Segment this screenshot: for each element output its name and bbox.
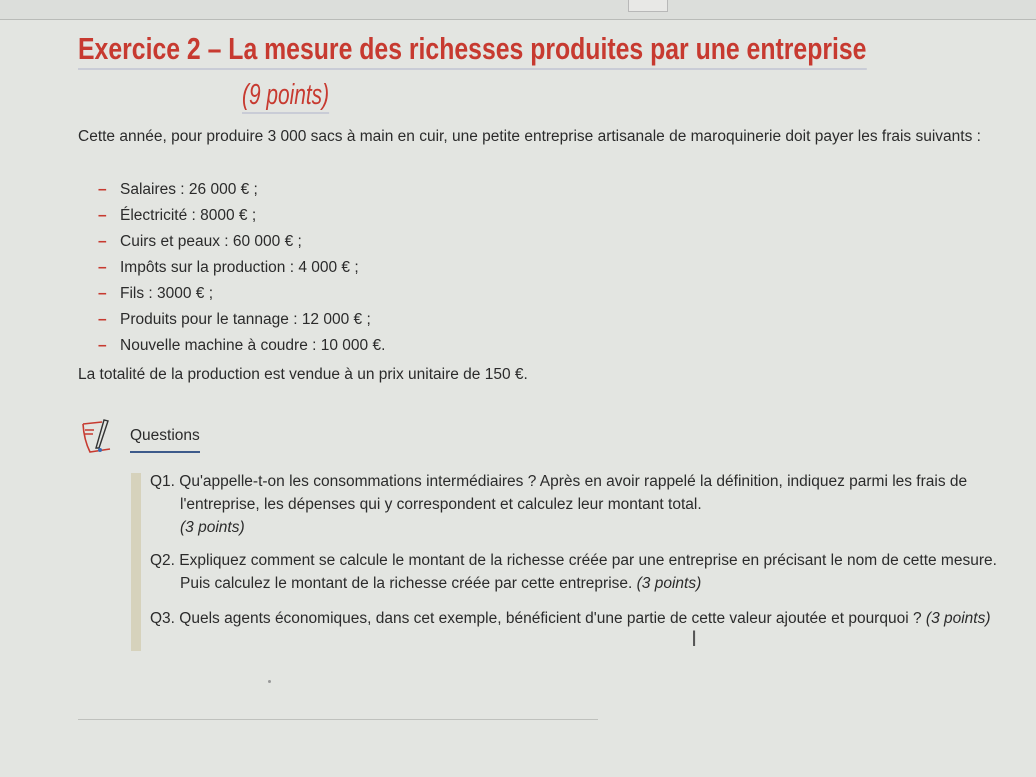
intro-paragraph: Cette année, pour produire 3 000 sacs à main en cuir, une petite entreprise artisanale de maroquinerie doit payer les frais suivants :: [78, 128, 981, 145]
list-item: [98, 333, 385, 359]
expense-text: Impôts sur la production : 4 000 € ;: [120, 259, 359, 276]
sale-sentence: La totalité de la production est vendue à un prix unitaire de 150 €.: [78, 366, 528, 383]
dash-bullet-icon: –: [98, 233, 107, 250]
question-label: Q3.: [150, 610, 175, 627]
question-points: (3 points): [180, 519, 245, 536]
question-text: Expliquez comment se calcule le montant de la richesse créée par une entreprise en précisant le nom de cette mesure. Puis calculez le montant de la richesse créée par cette entreprise.: [179, 552, 997, 592]
question-points: (3 points): [925, 610, 991, 627]
dash-bullet-icon: –: [98, 311, 107, 328]
exercise-title: Exercice 2 – La mesure des richesses produites par une entreprise: [78, 30, 866, 70]
question-3: [150, 607, 1015, 630]
dash-bullet-icon: –: [98, 207, 107, 224]
question-text: Quels agents économiques, dans cet exemple, bénéficient d'une partie de cette valeur ajoutée et pourquoi ?: [179, 610, 922, 627]
list-item: [98, 177, 385, 203]
expense-text: Produits pour le tannage : 12 000 € ;: [120, 311, 371, 328]
questions-sidebar-bar: [131, 473, 141, 651]
list-item: [98, 203, 385, 229]
questions-heading: Questions: [130, 427, 200, 453]
dash-bullet-icon: –: [98, 259, 107, 276]
dot-mark: [268, 680, 271, 683]
dash-bullet-icon: –: [98, 181, 107, 198]
list-item: [98, 255, 385, 281]
list-item: [98, 229, 385, 255]
toolbar-button[interactable]: [628, 0, 668, 12]
divider: [78, 719, 598, 720]
question-2: [150, 549, 1015, 595]
expense-text: Nouvelle machine à coudre : 10 000 €.: [120, 337, 386, 354]
question-1: [150, 470, 1015, 539]
expense-text: Salaires : 26 000 € ;: [120, 181, 258, 198]
expense-text: Électricité : 8000 € ;: [120, 207, 257, 224]
question-text: Qu'appelle-t-on les consommations intermédiaires ? Après en avoir rappelé la définition, indiquez parmi les frais de l'entreprise, les dépenses qui y correspondent et calculez leur montant total.: [179, 473, 968, 513]
question-points: (3 points): [636, 575, 702, 592]
dash-bullet-icon: –: [98, 285, 107, 302]
expense-text: Cuirs et peaux : 60 000 € ;: [120, 233, 302, 250]
pencil-paper-icon: [80, 418, 124, 458]
toolbar: [0, 0, 1036, 20]
question-label: Q1.: [150, 473, 175, 490]
expense-list: [98, 177, 385, 359]
text-cursor-icon: I: [691, 626, 698, 651]
dash-bullet-icon: –: [98, 337, 107, 354]
question-label: Q2.: [150, 552, 175, 569]
list-item: [98, 307, 385, 333]
exercise-points: (9 points): [242, 78, 329, 114]
list-item: [98, 281, 385, 307]
expense-text: Fils : 3000 € ;: [120, 285, 214, 302]
